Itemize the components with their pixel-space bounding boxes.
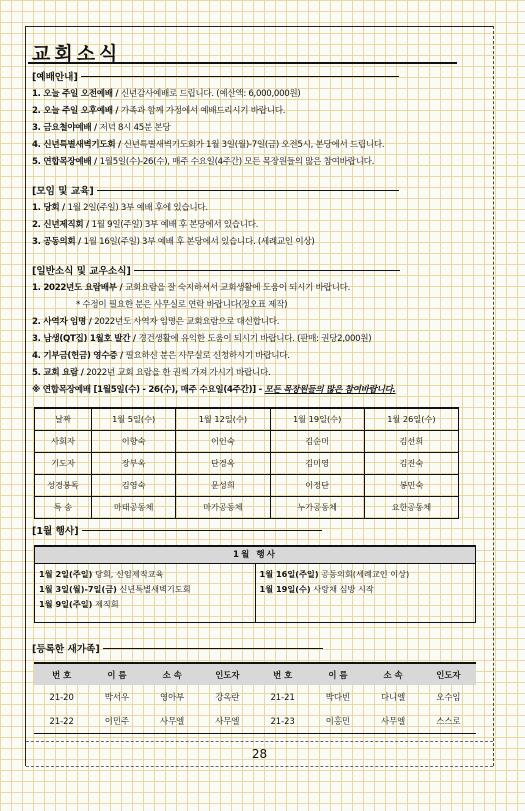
schedule-header-cell: 1월 12일(수) [176, 408, 270, 431]
meeting-item: 2. 신년제직회 / 1월 9일(주일) 3부 예배 후 본당에서 있습니다. [32, 220, 259, 230]
heading-rule [97, 190, 399, 191]
new-family-header-cell: 이 름 [89, 663, 144, 685]
schedule-cell: 단경옥 [176, 453, 270, 475]
new-family-cell: 박다빈 [325, 692, 351, 702]
new-family-cell: 박서우 [104, 692, 130, 702]
heading-rule [103, 648, 323, 649]
heading-rule [81, 76, 399, 77]
schedule-table [34, 407, 459, 519]
schedule-cell: 이인숙 [176, 431, 270, 453]
schedule-header-cell: 날짜 [35, 408, 92, 431]
new-family-row [34, 709, 476, 734]
general-item-note: * 수정이 필요한 분은 사무실로 연락 바랍니다(정오표 제작) [76, 300, 288, 310]
new-family-header-cell: 번 호 [255, 663, 310, 685]
schedule-cell: 요한공동체 [364, 497, 458, 519]
heading-rule [134, 270, 400, 271]
schedule-header-row [35, 408, 459, 431]
page-title: 교회소식 [32, 43, 122, 65]
schedule-header-cell: 1월 26일(수) [364, 408, 458, 431]
events-table-body [34, 564, 476, 623]
new-family-header-row [34, 663, 476, 685]
event-entry: 1월 3일(월)-7일(금) 신년특별새벽기도회 [39, 584, 191, 594]
new-family-cell: 영아부 [160, 692, 185, 702]
schedule-cell: 마가공동체 [176, 497, 270, 519]
worship-item: 2. 오늘 주일 오후예배 / 가족과 함께 가정에서 예배드리시기 바랍니다. [32, 106, 286, 116]
worship-item: 4. 신년특별새벽기도회 / 신년특별새벽기도회가 1월 3일(월)-7일(금) 오전5시, 본당에서 드립니다. [32, 140, 385, 150]
schedule-header-cell: 1월 19일(수) [270, 408, 364, 431]
title-underline [28, 62, 457, 64]
general-item: 1. 2022년도 요람배부 / 교회요람을 잘 숙지하셔서 교회생활에 도움이 되시기 바랍니다. [32, 283, 351, 293]
new-family-header-cell: 소 속 [366, 663, 421, 685]
section-heading-new-family: [등록한 새가족] [32, 641, 323, 655]
schedule-cell: 장부옥 [92, 453, 176, 475]
section-heading-worship: [예배안내] [32, 69, 399, 83]
section-heading-general: [일반소식 및 교우소식] [32, 263, 400, 277]
new-family-header-cell: 번 호 [34, 663, 89, 685]
event-entry: 1월 2일(주일) 당회, 신임제직교육 [39, 569, 164, 579]
general-item: 4. 기부금(헌금) 영수증 / 필요하신 분은 사무실로 신청하시기 바랍니다. [32, 351, 290, 361]
new-family-cell: 스스로 [421, 709, 476, 734]
section-heading-events: [1월 행사] [32, 523, 322, 537]
schedule-row [35, 497, 459, 519]
heading-rule [82, 530, 322, 531]
new-family-header-cell: 인도자 [421, 663, 476, 685]
meeting-item: 1. 당회 / 1월 2일(주일) 3부 예배 후에 있습니다. [32, 203, 208, 213]
new-family-cell: 사무엘 [366, 709, 421, 734]
general-item: 5. 교회 요람 / 2022년 교회 요람을 한 권씩 가져 가시기 바랍니다. [32, 368, 271, 378]
event-entry: 1월 9일(주일) 제직회 [39, 599, 119, 609]
new-family-row [34, 685, 476, 709]
new-family-cell: 사무엘 [200, 709, 255, 734]
new-family-table [34, 662, 476, 734]
general-item: 3. 남생(QT집) 1월호 발간 / 경건생활에 유익한 도움이 되시기 바랍니다. (판매: 권당2,000원) [32, 334, 372, 344]
event-entry: 1월 19일(수) 사랑채 심방 시작 [259, 584, 374, 594]
worship-item: 3. 금요철야예배 / 저녁 8시 45분 본당 [32, 123, 171, 133]
new-family-cell: 강옥란 [215, 692, 240, 702]
schedule-cell: 이정단 [270, 475, 364, 497]
schedule-header-cell: 1월 5일(수) [92, 408, 176, 431]
schedule-cell: 문성희 [176, 475, 270, 497]
new-family-cell: 사무엘 [145, 709, 200, 734]
new-family-header-cell: 이 름 [310, 663, 365, 685]
schedule-cell: 특 송 [35, 497, 92, 519]
schedule-cell: 김진숙 [364, 453, 458, 475]
meeting-item: 3. 공동의회 / 1월 16일(주일) 3부 예배 후 본당에서 있습니다. (세례교인 이상) [32, 237, 315, 247]
bulletin-page [25, 26, 494, 766]
new-family-cell: 오수임 [436, 692, 461, 702]
schedule-cell: 이향숙 [92, 431, 176, 453]
new-family-cell: 21-21 [270, 692, 295, 702]
schedule-cell: 누가공동체 [270, 497, 364, 519]
event-entry: 1월 16일(주일) 공동의회(세례교인 이상) [259, 569, 410, 579]
schedule-cell: 김영숙 [92, 475, 176, 497]
new-family-header-cell: 인도자 [200, 663, 255, 685]
new-family-cell: 21-23 [255, 709, 310, 734]
events-table-title: 1월 행사 [34, 545, 476, 564]
page-number: 28 [251, 747, 268, 761]
events-column-right [255, 564, 476, 622]
schedule-cell: 성경봉독 [35, 475, 92, 497]
schedule-row [35, 453, 459, 475]
new-family-cell: 이홍민 [310, 709, 365, 734]
new-family-cell: 21-22 [34, 709, 89, 734]
events-table [34, 545, 476, 623]
section-heading-meetings: [모임 및 교육] [32, 183, 399, 197]
schedule-cell: 마태공동체 [92, 497, 176, 519]
new-family-cell: 21-20 [49, 692, 74, 702]
new-family-header-cell: 소 속 [145, 663, 200, 685]
small-group-notice: ※ 연합목장예배 [1월5일(수) - 26(수), 매주 수요일(4주간)] - 모든 목장원들의 많은 참여바랍니다. [32, 385, 396, 395]
schedule-cell: 김선희 [364, 431, 458, 453]
schedule-cell: 김순미 [270, 431, 364, 453]
new-family-cell: 이민주 [89, 709, 144, 734]
schedule-cell: 사회자 [35, 431, 92, 453]
schedule-cell: 기도자 [35, 453, 92, 475]
schedule-row [35, 475, 459, 497]
schedule-row [35, 431, 459, 453]
schedule-cell: 봉민숙 [364, 475, 458, 497]
general-item: 2. 사역자 임명 / 2022년도 사역자 임명은 교회요람으로 대신합니다. [32, 317, 280, 327]
events-column-left [35, 564, 255, 622]
new-family-cell: 다니엘 [380, 692, 406, 702]
schedule-cell: 김미영 [270, 453, 364, 475]
worship-item: 1. 오늘 주일 오전예배 / 신년감사예배로 드립니다. (예산액: 6,000,000원) [32, 89, 301, 99]
worship-item: 5. 연합목장예배 / 1월5일(수)-26(수), 매주 수요일(4주간) 모든 목장원들의 많은 참여바랍니다. [32, 157, 375, 167]
